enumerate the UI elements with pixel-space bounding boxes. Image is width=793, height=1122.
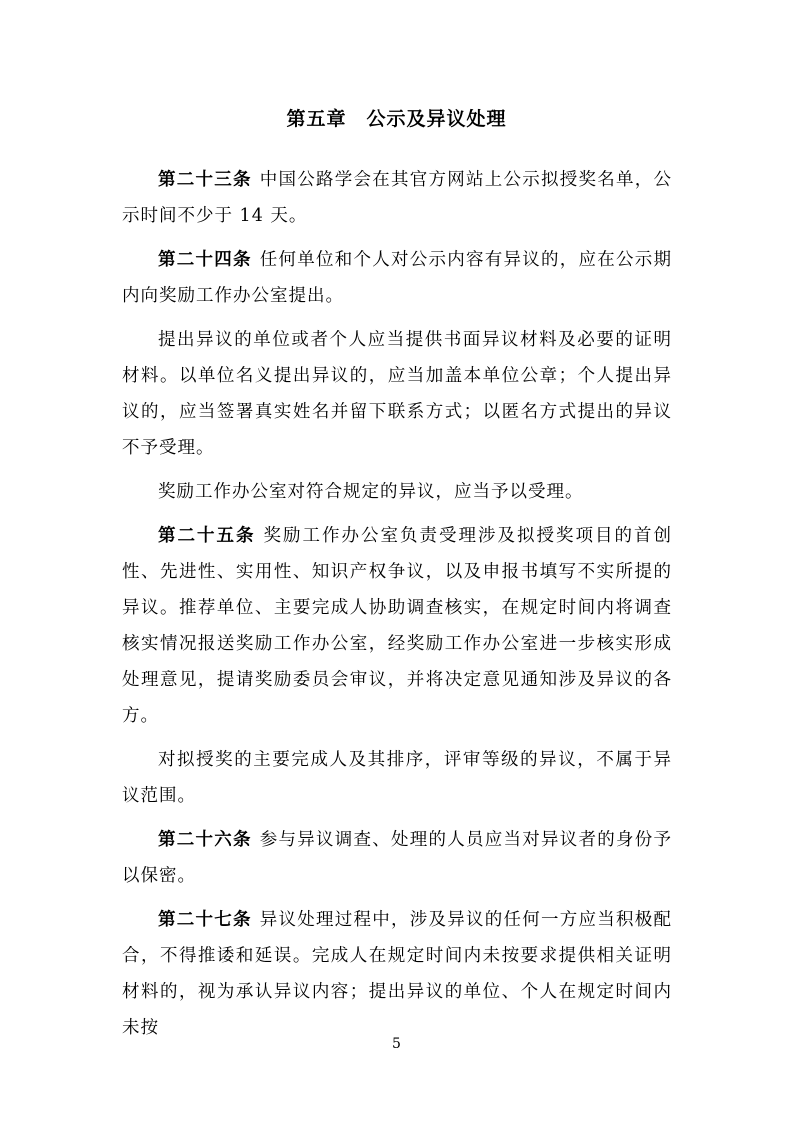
article-number: 第二十五条 (158, 526, 256, 546)
paragraph (122, 742, 672, 814)
paragraph (122, 902, 672, 1046)
paragraph-text: 奖励工作办公室负责受理涉及拟授奖项目的首创性、先进性、实用性、知识产权争议，以及申报书填写不实所提的异议。推荐单位、主要完成人协助调查核实，在规定时间内将调查核实情况报送奖励工作办公室，经奖励工作办公室进一步核实形成处理意见，提请奖励委员会审议，并将决定意见通知涉及异议的各方。 (122, 526, 672, 726)
article-number: 第二十三条 (158, 170, 252, 190)
document-body (122, 162, 672, 1054)
paragraph (122, 162, 672, 234)
paragraph-text: 中国公路学会在其官方网站上公示拟授奖名单，公示时间不少于 14 天。 (122, 170, 672, 226)
article-number: 第二十四条 (158, 250, 252, 270)
paragraph-text: 对拟授奖的主要完成人及其排序，评审等级的异议，不属于异议范围。 (122, 750, 672, 806)
paragraph (122, 518, 672, 734)
paragraph (122, 242, 672, 314)
paragraph (122, 822, 672, 894)
paragraph-text: 异议处理过程中，涉及异议的任何一方应当积极配合，不得推诿和延误。完成人在规定时间内未按要求提供相关证明材料的，视为承认异议内容；提出异议的单位、个人在规定时间内未按 (122, 910, 672, 1038)
page-number: 5 (392, 1036, 401, 1052)
chapter-title: 第五章 公示及异议处理 (286, 108, 507, 130)
article-number: 第二十六条 (158, 830, 252, 850)
paragraph (122, 322, 672, 466)
paragraph-text: 奖励工作办公室对符合规定的异议，应当予以受理。 (158, 482, 584, 502)
paragraph-text: 任何单位和个人对公示内容有异议的，应在公示期内向奖励工作办公室提出。 (122, 250, 672, 306)
paragraph-text: 参与异议调查、处理的人员应当对异议者的身份予以保密。 (122, 830, 672, 886)
article-number: 第二十七条 (158, 910, 252, 930)
paragraph-text: 提出异议的单位或者个人应当提供书面异议材料及必要的证明材料。以单位名义提出异议的，应当加盖本单位公章；个人提出异议的，应当签署真实姓名并留下联系方式；以匿名方式提出的异议不予受理。 (122, 330, 672, 458)
paragraph (122, 474, 672, 510)
